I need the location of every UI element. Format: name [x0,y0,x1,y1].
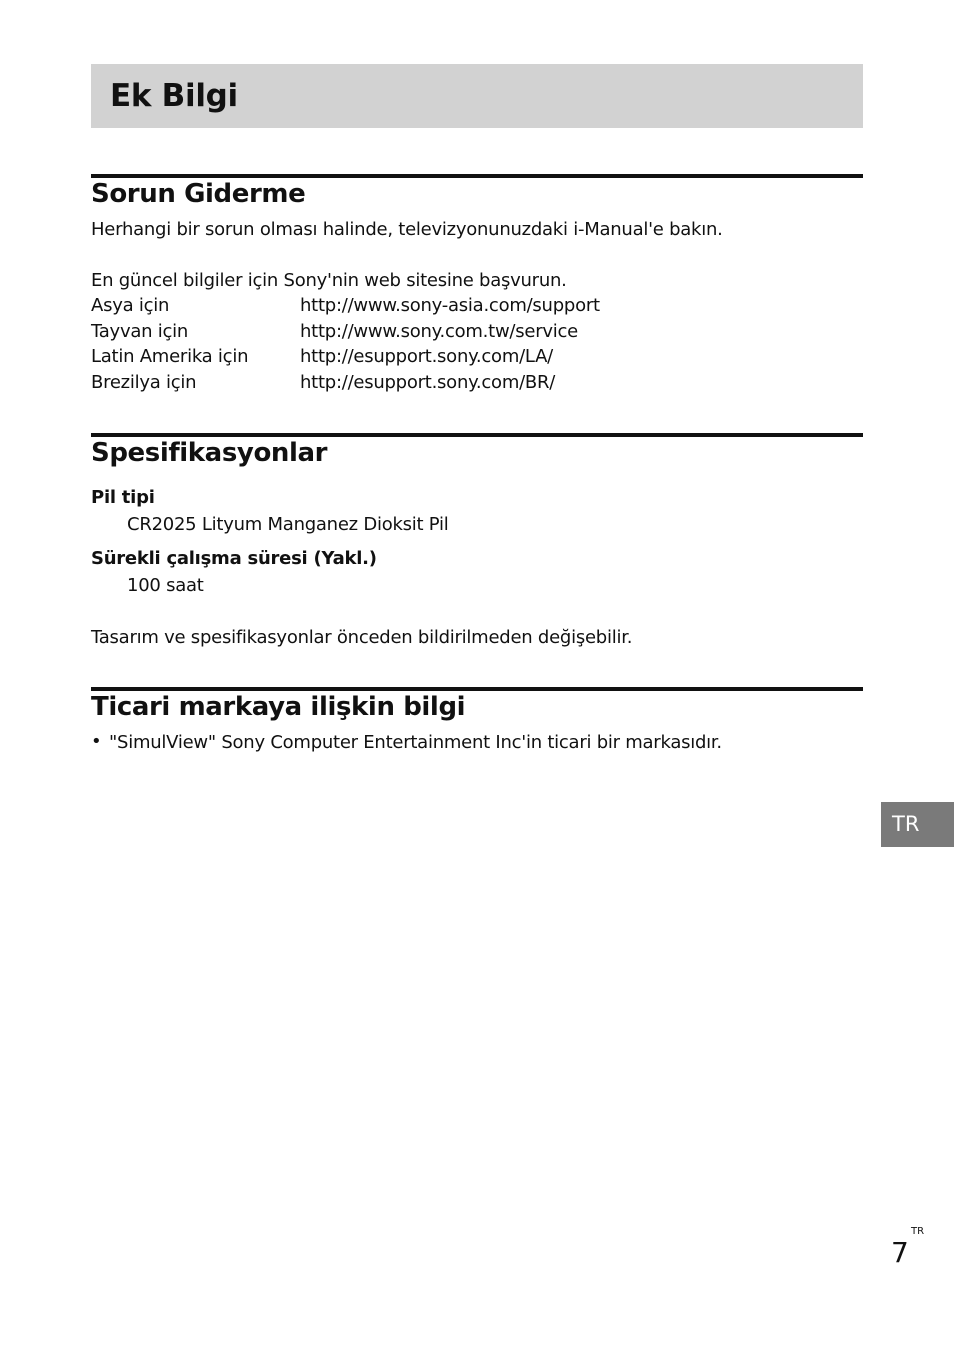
page-language-label: TR [911,1226,925,1237]
language-tab: TR [881,802,954,847]
support-intro: En güncel bilgiler için Sony'nin web sitesine başvurun. [91,270,567,291]
section-title-troubleshooting: Sorun Giderme [91,179,306,209]
support-region: Latin Amerika için [91,346,249,368]
trademark-item: "SimulView" Sony Computer Entertainment Inc'in ticari bir markasıdır. [109,732,722,753]
spec-note: Tasarım ve spesifikasyonlar önceden bildirilmeden değişebilir. [91,627,633,648]
support-region: Brezilya için [91,372,197,394]
spec-label-runtime: Sürekli çalışma süresi (Yakl.) [91,548,377,569]
spec-value-runtime: 100 saat [127,575,204,596]
support-url-link[interactable]: http://esupport.sony.com/BR/ [300,372,556,394]
page-number: 7 [891,1236,909,1269]
support-region: Tayvan için [91,320,189,342]
spec-value-battery: CR2025 Lityum Manganez Dioksit Pil [127,514,449,535]
section-title-specifications: Spesifikasyonlar [91,438,328,468]
support-region: Asya için [91,295,170,316]
chapter-header [91,64,863,128]
support-url-link[interactable]: http://esupport.sony.com/LA/ [300,346,553,368]
support-url-link[interactable]: http://www.sony-asia.com/support [300,295,600,316]
spec-label-battery: Pil tipi [91,487,155,508]
bullet-icon: • [91,731,102,752]
section-title-trademark: Ticari markaya ilişkin bilgi [91,692,466,722]
chapter-title: Ek Bilgi [110,78,238,114]
troubleshooting-intro: Herhangi bir sorun olması halinde, televizyonunuzdaki i-Manual'e bakın. [91,219,723,240]
support-url-link[interactable]: http://www.sony.com.tw/service [300,320,578,342]
